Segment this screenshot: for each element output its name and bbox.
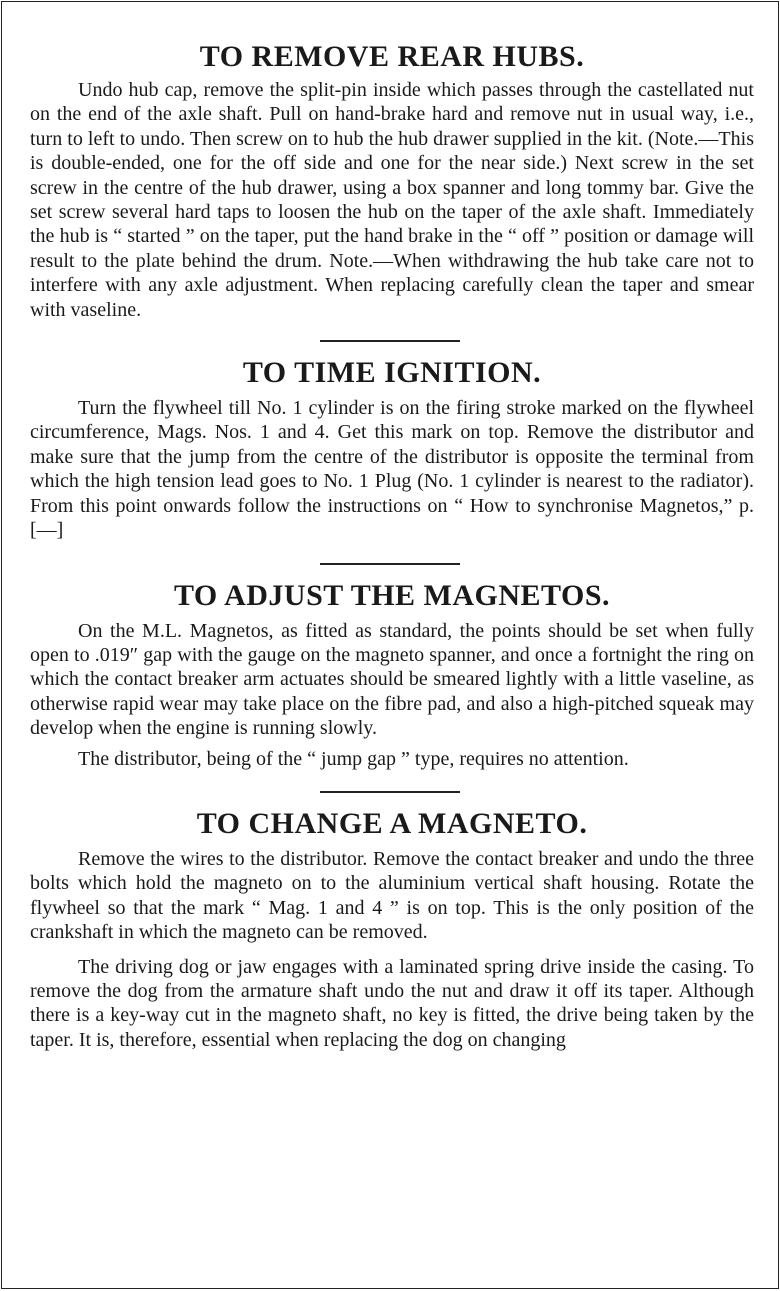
section-time-ignition (2, 354, 778, 542)
section-paragraph: Remove the wires to the distributor. Remove the contact breaker and undo the three bolts which hold the magneto on to the aluminium vertical shaft housing. Rotate the flywheel so that the mark “ Mag. 1 and 4 ” is on top. This is the only position of the crankshaft in which the magneto can be removed. (30, 847, 754, 944)
section-divider (320, 340, 460, 342)
section-divider (320, 563, 460, 565)
section-heading: TO ADJUST THE MAGNETOS. (173, 578, 611, 612)
section-paragraph: On the M.L. Magnetos, as fitted as standard, the points should be set when fully open to .019″ gap with the gauge on the magneto spanner, and once a fortnight the ring on which the contact breaker arm actuates should be smeared lightly with a little vaseline, as otherwise rapid wear may take place on the fibre pad, and also a high-pitched squeak may develop when the engine is running slowly. (30, 619, 754, 740)
section-paragraph: Undo hub cap, remove the split-pin inside which passes through the castellated nut on the end of the axle shaft. Pull on hand-brake hard and remove nut in usual way, i.e., turn to left to undo. Then screw on to hub the hub drawer supplied in the kit. (Note.—This is double-ended, one for the off side and one for the near side.) Next screw in the set screw in the centre of the hub drawer, using a box spanner and long tommy bar. Give the set screw several hard taps to loosen the hub on the taper of the axle shaft. Immediately the hub is “ started ” on the taper, put the hand brake in the “ off ” position or damage will result to the plate behind the drum. Note.—When withdrawing the hub take care not to interfere with any axle adjustment. When replacing carefully clean the taper and smear with vaseline. (30, 79, 754, 321)
section-paragraph: The distributor, being of the “ jump gap ” type, requires no attention. (78, 747, 629, 770)
document-page (1, 1, 779, 1289)
section-change-magneto (2, 805, 778, 1052)
section-heading: TO TIME IGNITION. (242, 356, 542, 390)
section-paragraph: Turn the flywheel till No. 1 cylinder is on the firing stroke marked on the flywheel circumference, Mags. Nos. 1 and 4. Get this mark on top. Remove the distributor and make sure that the jump from the centre of the distributor is opposite the terminal from which the high tension lead goes to No. 1 Plug (No. 1 cylinder is nearest to the radiator). From this point onwards follow the instructions on “ How to synchronise Magnetos,” p. [—] (30, 397, 754, 542)
section-paragraph: The driving dog or jaw engages with a laminated spring drive inside the casing. To remove the dog from the armature shaft undo the nut and draw it off its taper. Although there is a key-way cut in the magneto shaft, no key is fitted, the drive being taken by the taper. It is, therefore, essential when replacing the dog on changing (30, 955, 754, 1051)
section-divider (320, 791, 460, 793)
section-adjust-magnetos (2, 577, 778, 771)
section-remove-rear-hubs (2, 2, 778, 322)
section-heading: TO REMOVE REAR HUBS. (199, 40, 585, 73)
section-heading: TO CHANGE A MAGNETO. (196, 806, 588, 840)
